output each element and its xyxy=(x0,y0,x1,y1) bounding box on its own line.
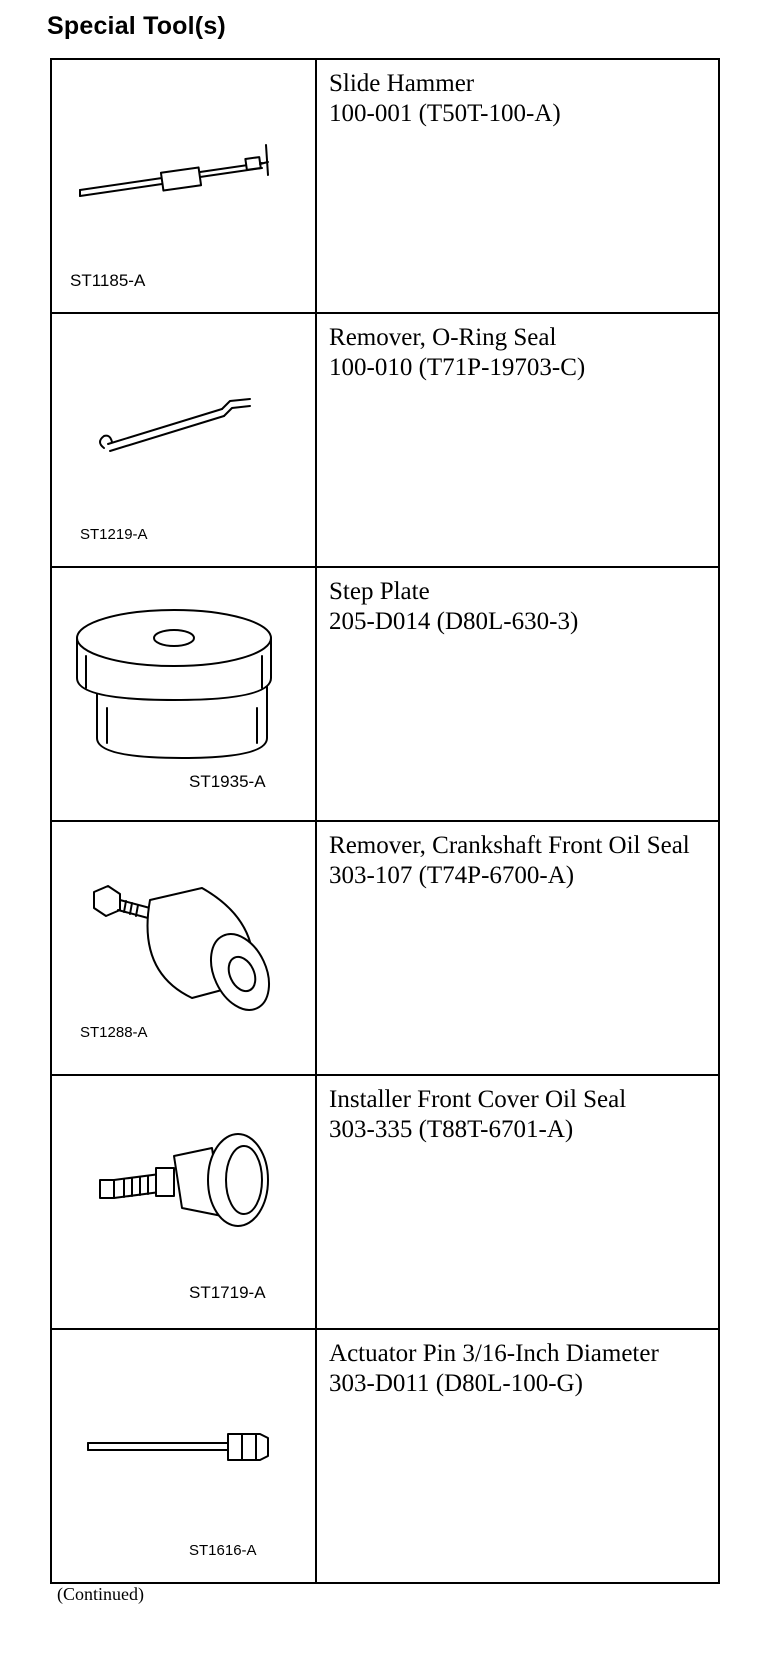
illustration-id: ST1616-A xyxy=(189,1542,257,1559)
illustration-id: ST1719-A xyxy=(189,1283,266,1302)
step-plate-illustration xyxy=(52,568,316,820)
tool-number: 205-D014 (D80L-630-3) xyxy=(329,608,579,635)
tool-number: 303-D011 (D80L-100-G) xyxy=(329,1370,583,1397)
tool-description-cell xyxy=(316,821,719,1075)
tool-name: Step Plate xyxy=(329,578,430,605)
tool-name: Actuator Pin 3/16-Inch Diameter xyxy=(329,1340,659,1367)
illustration-id: ST1288-A xyxy=(80,1024,148,1041)
tool-number: 303-107 (T74P-6700-A) xyxy=(329,862,575,889)
table-row xyxy=(51,1329,719,1583)
illustration-id: ST1185-A xyxy=(70,271,146,290)
table-row xyxy=(51,1075,719,1329)
special-tools-table xyxy=(50,58,720,1584)
tool-number: 303-335 (T88T-6701-A) xyxy=(329,1116,574,1143)
tool-name: Installer Front Cover Oil Seal xyxy=(329,1086,627,1113)
tool-description-cell xyxy=(316,313,719,567)
tool-description-cell xyxy=(316,59,719,313)
tool-description-cell xyxy=(316,1075,719,1329)
continued-note: (Continued) xyxy=(57,1584,144,1604)
front-cover-seal-installer-illustration xyxy=(52,1076,316,1328)
actuator-pin-illustration xyxy=(52,1330,316,1582)
tool-illustration-cell xyxy=(51,313,316,567)
tool-illustration-cell xyxy=(51,59,316,313)
illustration-id: ST1219-A xyxy=(80,526,148,543)
tool-name: Remover, O-Ring Seal xyxy=(329,324,557,351)
tool-name: Slide Hammer xyxy=(329,70,475,97)
tool-illustration-cell xyxy=(51,567,316,821)
tool-description-cell xyxy=(316,567,719,821)
illustration-id: ST1935-A xyxy=(189,772,266,791)
tool-illustration-cell xyxy=(51,821,316,1075)
tool-name: Remover, Crankshaft Front Oil Seal xyxy=(329,832,690,859)
tool-description-cell xyxy=(316,1329,719,1583)
table-row xyxy=(51,821,719,1075)
table-row xyxy=(51,313,719,567)
tool-number: 100-001 (T50T-100-A) xyxy=(329,100,561,127)
tool-illustration-cell xyxy=(51,1329,316,1583)
page-title: Special Tool(s) xyxy=(47,12,226,40)
tool-illustration-cell xyxy=(51,1075,316,1329)
tool-number: 100-010 (T71P-19703-C) xyxy=(329,354,586,381)
table-row xyxy=(51,59,719,313)
table-row xyxy=(51,567,719,821)
